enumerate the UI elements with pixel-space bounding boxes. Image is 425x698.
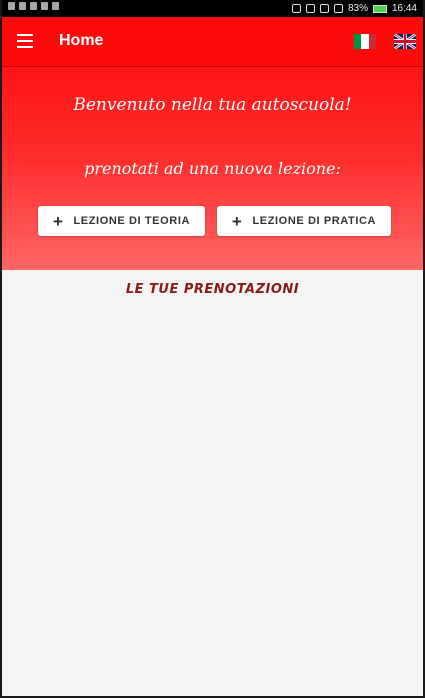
usb-icon <box>19 2 26 10</box>
bluetooth-icon <box>306 4 315 13</box>
clock: 16:44 <box>391 3 417 14</box>
usb-icon <box>8 2 15 10</box>
booking-prompt: prenotati ad una nuova lezione: <box>84 159 341 178</box>
app-screen <box>2 0 423 696</box>
notification-icons <box>8 2 59 10</box>
plus-icon: + <box>231 211 243 231</box>
battery-percent: 83% <box>347 3 368 14</box>
uk-flag-icon[interactable] <box>394 34 416 49</box>
italian-flag-icon[interactable] <box>354 34 376 49</box>
welcome-message: Benvenuto nella tua autoscuola! <box>73 95 352 115</box>
practice-button-label: LEZIONE DI PRATICA <box>252 215 377 227</box>
hamburger-menu-icon[interactable] <box>17 34 33 48</box>
check-icon <box>30 2 37 10</box>
book-theory-lesson-button[interactable] <box>38 206 205 236</box>
bookings-title: LE TUE PRENOTAZIONI <box>125 282 300 297</box>
system-icons <box>292 2 417 15</box>
wifi-icon <box>334 4 343 13</box>
app-bar <box>2 17 423 67</box>
cast-icon <box>292 4 301 13</box>
bookings-list <box>2 310 423 690</box>
book-practice-lesson-button[interactable] <box>217 206 391 236</box>
welcome-banner <box>2 67 423 270</box>
battery-icon <box>373 5 387 13</box>
status-bar <box>2 0 423 17</box>
vibrate-icon <box>320 4 329 13</box>
cloud-icon <box>41 2 48 10</box>
mail-icon <box>52 2 59 10</box>
page-title: Home <box>59 32 104 49</box>
plus-icon: + <box>52 211 64 231</box>
theory-button-label: LEZIONE DI TEORIA <box>73 215 191 227</box>
